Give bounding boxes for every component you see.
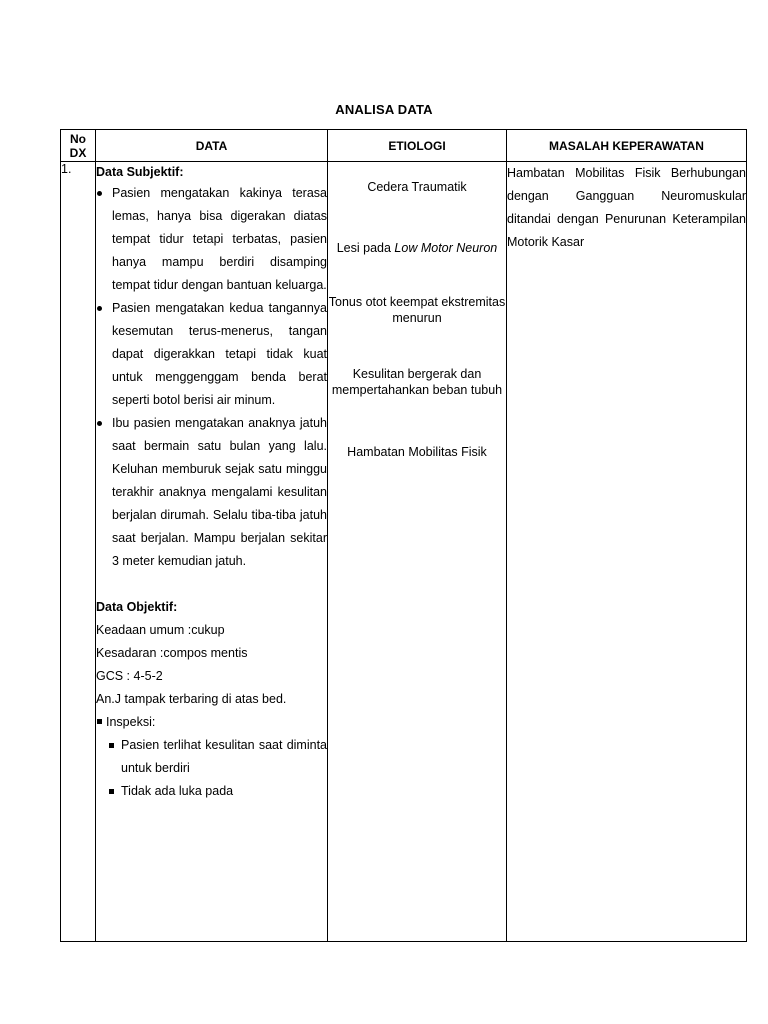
header-etiologi: ETIOLOGI — [328, 130, 507, 162]
list-item — [108, 780, 327, 803]
objektif-line: Keadaan umum :cukup — [96, 623, 225, 637]
bullet-icon — [97, 306, 102, 311]
etiologi-item — [328, 240, 506, 256]
table-row — [61, 162, 747, 942]
header-masalah-keperawatan: MASALAH KEPERAWATAN — [507, 130, 747, 162]
list-item-text: Pasien terlihat kesulitan saat diminta untuk berdiri — [121, 738, 327, 775]
bullet-icon — [97, 191, 102, 196]
list-item-text: Tidak ada luka pada — [121, 784, 234, 798]
etiologi-item: Cedera Traumatik — [367, 180, 467, 194]
list-item — [96, 182, 327, 297]
list-item-text: Pasien mengatakan kedua tangannya kesemutan terus-menerus, tangan dapat digerakkan tetapi tidak kuat untuk menggenggam benda berat seperti botol berisi air minum. — [112, 301, 327, 407]
list-item-text: Pasien mengatakan kakinya terasa lemas, hanya bisa digerakan diatas tempat tidur tetapi terbatas, pasien hanya mampu berdiri disamping tempat tidur dengan bantuan keluarga. — [112, 186, 327, 292]
objektif-line: Kesadaran :compos mentis — [96, 646, 248, 660]
square-bullet-icon — [109, 743, 114, 748]
list-item — [96, 297, 327, 412]
data-cell — [96, 162, 328, 942]
data-objektif-heading: Data Objektif: — [96, 600, 178, 614]
table-header-row — [61, 130, 747, 162]
header-no-dx: No DX — [61, 130, 96, 162]
analysis-table — [60, 129, 747, 942]
etiologi-cell — [328, 162, 507, 942]
list-item-text: Ibu pasien mengatakan anaknya jatuh saat bermain satu bulan yang lalu. Keluhan memburuk sejak satu minggu terakhir anaknya mengalami kesulitan berjalan dirumah. Selalu tiba-tiba jatuh saat berjalan. Mampu berjalan sekitar 3 meter kemudian jatuh. — [112, 416, 327, 568]
data-subjektif-heading: Data Subjektif: — [96, 165, 184, 179]
document-title: ANALISA DATA — [335, 102, 433, 117]
square-bullet-icon — [109, 789, 114, 794]
etiologi-item: Kesulitan bergerak dan mempertahankan beban tubuh — [331, 367, 503, 397]
header-data: DATA — [96, 130, 328, 162]
etiologi-item: Hambatan Mobilitas Fisik — [347, 445, 487, 459]
data-subjektif-list — [96, 182, 327, 573]
etiologi-item-prefix: Lesi pada — [336, 241, 395, 255]
list-item — [108, 734, 327, 780]
inspeksi-list — [96, 734, 327, 803]
objektif-line: An.J tampak terbaring di atas bed. — [96, 692, 287, 706]
etiologi-item-italic: Low Motor Neuron — [394, 241, 498, 255]
bullet-icon — [97, 421, 102, 426]
square-bullet-icon — [97, 719, 102, 724]
inspeksi-label-text: Inspeksi: — [106, 715, 156, 729]
objektif-line: GCS : 4-5-2 — [96, 669, 163, 683]
masalah-keperawatan-cell: Hambatan Mobilitas Fisik Berhubungan dengan Gangguan Neuromuskular ditandai dengan Penurunan Keterampilan Motorik Kasar — [507, 162, 747, 942]
inspeksi-label — [96, 711, 327, 734]
list-item — [96, 412, 327, 573]
etiologi-item: Tonus otot keempat ekstremitas menurun — [328, 295, 506, 325]
row-number: 1. — [61, 162, 96, 942]
